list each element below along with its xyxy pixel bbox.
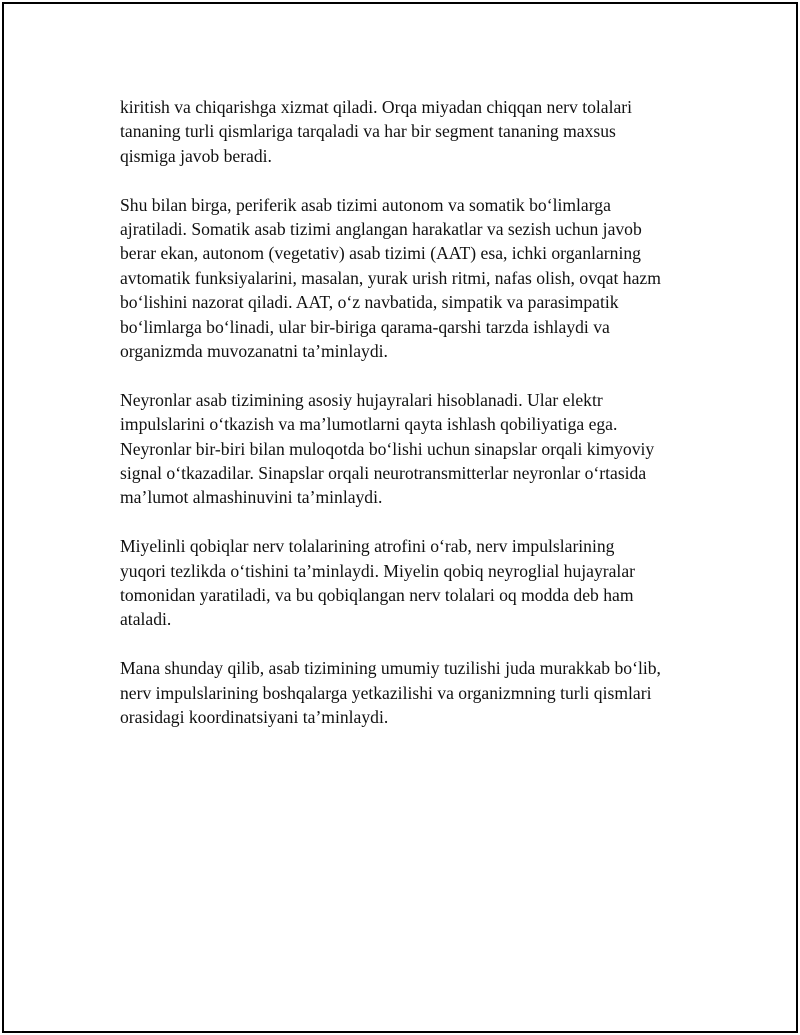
text-line: Neyronlar asab tizimining asosiy hujayralari hisoblanadi. Ular elektr [120,389,603,410]
paragraph-3 [120,388,710,510]
paragraph-2 [120,193,710,364]
document-body [120,95,710,754]
text-line: berar ekan, autonom (vegetativ) asab tizimi (AAT) esa, ichki organlarning [120,243,641,264]
text-line: impulslarini o‘tkazish va ma’lumotlarni qayta ishlash qobiliyatiga ega. [120,414,618,435]
paragraph-5 [120,656,710,729]
paragraph-1 [120,95,710,168]
text-line: orasidagi koordinatsiyani ta’minlaydi. [120,707,389,728]
text-line: Mana shunday qilib, asab tizimining umumiy tuzilishi juda murakkab bo‘lib, [120,658,661,679]
paragraph-4 [120,534,710,632]
document-page [2,2,798,1033]
text-line: qismiga javob beradi. [120,145,272,166]
text-line: kiritish va chiqarishga xizmat qiladi. Orqa miyadan chiqqan nerv tolalari [120,97,633,117]
text-line: ajratiladi. Somatik asab tizimi anglangan harakatlar va sezish uchun javob [120,219,642,240]
text-line: tananing turli qismlariga tarqaladi va har bir segment tananing maxsus [120,121,616,142]
text-line: Neyronlar bir-biri bilan muloqotda bo‘lishi uchun sinapslar orqali kimyoviy [120,438,655,459]
text-line: bo‘lishini nazorat qiladi. AAT, o‘z navbatida, simpatik va parasimpatik [120,292,619,313]
text-line: Shu bilan birga, periferik asab tizimi autonom va somatik bo‘limlarga [120,194,611,215]
text-line: avtomatik funksiyalarini, masalan, yurak urish ritmi, nafas olish, ovqat hazm [120,267,661,288]
text-line: bo‘limlarga bo‘linadi, ular bir-biriga qarama-qarshi tarzda ishlaydi va [120,316,610,337]
text-line: yuqori tezlikda o‘tishini ta’minlaydi. Miyelin qobiq neyroglial hujayralar [120,560,635,581]
text-line: ataladi. [120,609,172,630]
text-line: tomonidan yaratiladi, va bu qobiqlangan nerv tolalari oq modda deb ham [120,585,634,606]
text-line: ma’lumot almashinuvini ta’minlaydi. [120,487,383,508]
text-line: nerv impulslarining boshqalarga yetkazilishi va organizmning turli qismlari [120,682,652,703]
text-line: organizmda muvozanatni ta’minlaydi. [120,341,388,362]
text-line: signal o‘tkazadilar. Sinapslar orqali neurotransmitterlar neyronlar o‘rtasida [120,463,647,484]
text-line: Miyelinli qobiqlar nerv tolalarining atrofini o‘rab, nerv impulslarining [120,536,615,557]
